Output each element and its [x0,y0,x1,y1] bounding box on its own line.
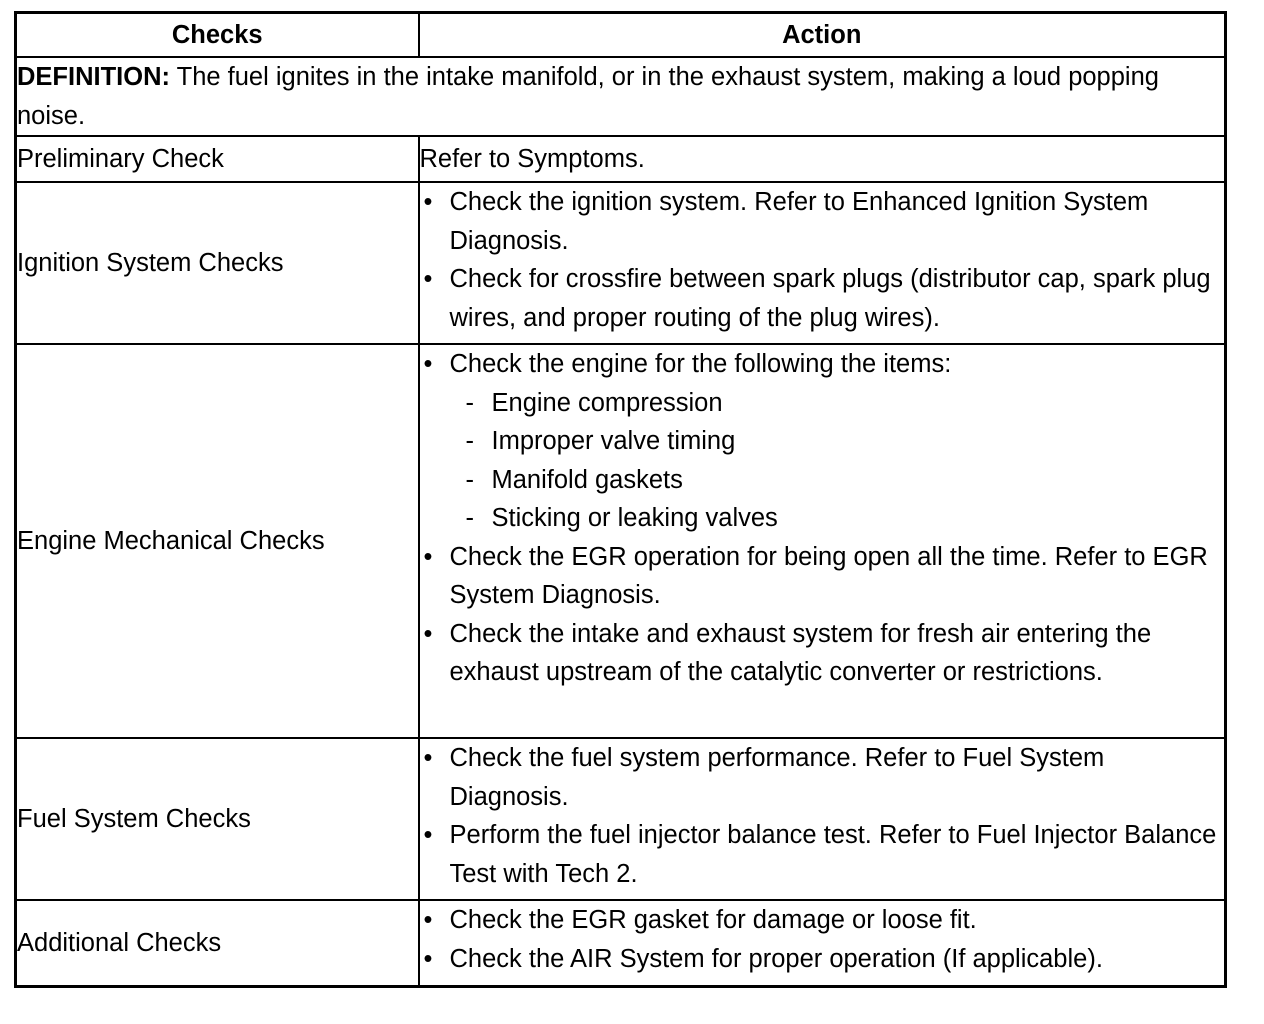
definition-cell [16,57,1226,136]
check-cell: Additional Checks [16,900,419,986]
definition-label: DEFINITION: [17,63,170,91]
diagnostic-table [14,11,1227,988]
sub-list-item: - Manifold gaskets [464,461,1225,500]
table-row-fuel-system [16,738,1226,900]
list-item: • Check the AIR System for proper operation (If applicable). [420,940,1225,979]
sub-list [450,384,1225,538]
header-row [16,13,1226,58]
check-cell: Fuel System Checks [16,738,419,900]
table-row-engine-mechanical [16,344,1226,738]
check-cell: Engine Mechanical Checks [16,344,419,738]
bullet-icon: • [423,619,433,648]
sub-list-item: - Engine compression [464,384,1225,423]
action-column-header: Action [419,13,1226,58]
check-cell: Ignition System Checks [16,182,419,344]
sub-list-item: - Improper valve timing [464,422,1225,461]
bullet-icon: • [423,821,433,849]
action-cell [419,182,1226,344]
check-cell: Preliminary Check [16,136,419,182]
action-cell: Refer to Symptoms. [419,136,1226,182]
bullet-icon: • [423,542,433,571]
sub-list-item: - Sticking or leaking valves [464,499,1225,538]
action-cell [419,344,1226,738]
definition-text: The fuel ignites in the intake manifold, or in the exhaust system, making a loud popping noise. [17,63,1159,130]
list-item: • Check the EGR gasket for damage or loose fit. [420,901,1225,940]
bullet-list [420,739,1225,893]
checks-column-header: Checks [16,13,419,58]
bullet-icon: • [423,350,433,378]
list-item: • Check the fuel system performance. Refer to Fuel System Diagnosis. [420,739,1225,816]
list-item: • Check the ignition system. Refer to Enhanced Ignition System Diagnosis. [420,183,1225,260]
list-item: • Perform the fuel injector balance test. Refer to Fuel Injector Balance Test with Tech 2. [420,816,1225,893]
table-row-ignition [16,182,1226,344]
bullet-icon: • [423,265,433,293]
action-cell [419,738,1226,900]
table-row-preliminary [16,136,1226,182]
definition-row [16,57,1226,136]
bullet-list [420,901,1225,978]
dash-icon: - [465,504,474,532]
table-row-additional [16,900,1226,986]
bullet-list [420,345,1225,692]
bullet-icon: • [423,944,433,973]
list-item: • Check the engine for the following the items: - Engine compression - Improper valve timing - Manifold gaskets - Sticking or leaking valves [420,345,1225,538]
list-item: • Check for crossfire between spark plugs (distributor cap, spark plug wires, and proper routing of the plug wires). [420,260,1225,337]
list-item: • Check the EGR operation for being open all the time. Refer to EGR System Diagnosis. [420,538,1225,615]
dash-icon: - [465,388,474,417]
bullet-list [420,183,1225,337]
list-item: • Check the intake and exhaust system for fresh air entering the exhaust upstream of the catalytic converter or restrictions. [420,615,1225,692]
bullet-icon: • [423,188,433,216]
dash-icon: - [465,465,474,494]
action-cell [419,900,1226,986]
dash-icon: - [465,427,474,455]
bullet-icon: • [423,744,433,772]
bullet-icon: • [423,906,433,934]
